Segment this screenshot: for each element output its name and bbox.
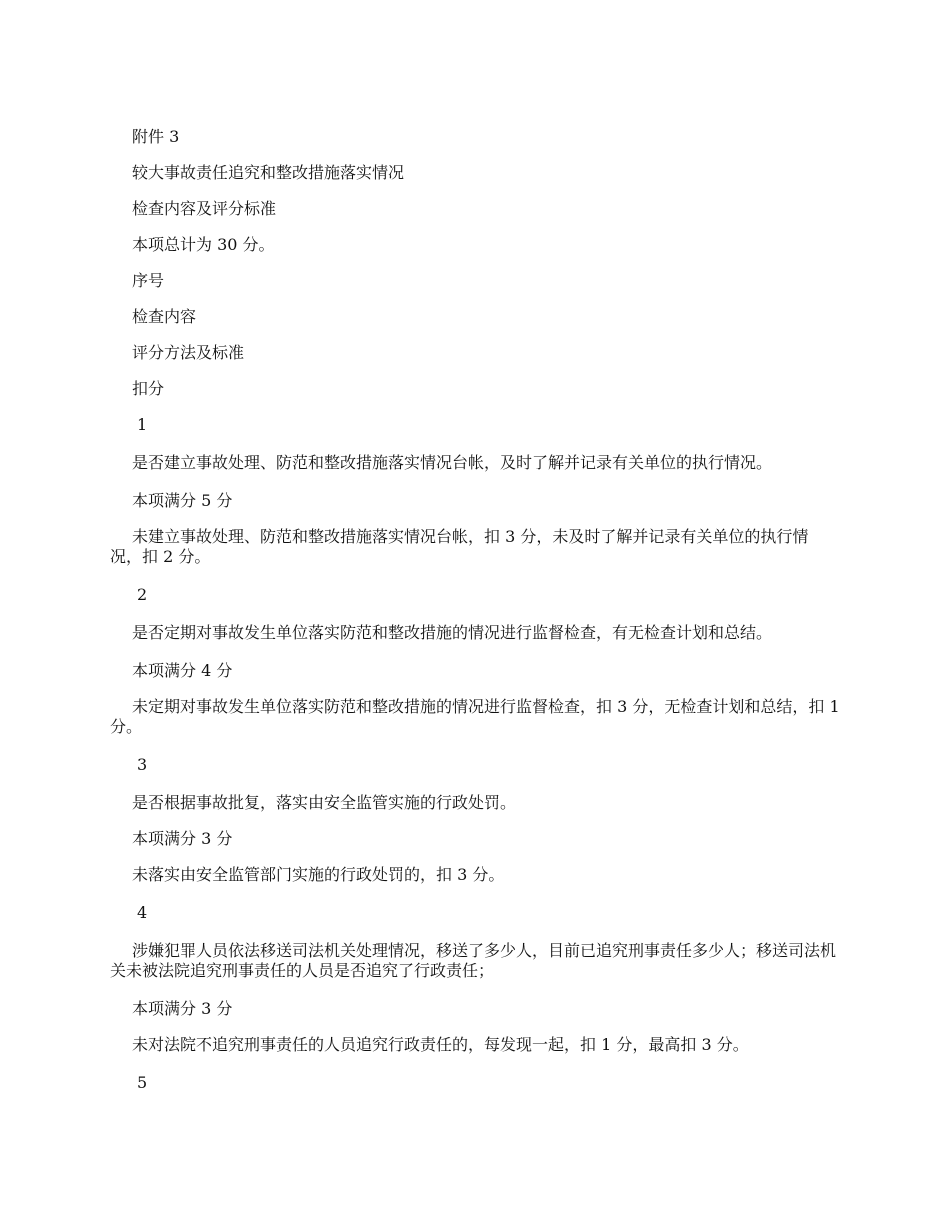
item-seq: 4 [137, 903, 148, 922]
attachment-label: 附件 3 [132, 127, 180, 146]
header-deduct: 扣分 [132, 379, 165, 398]
item-score: 本项满分 5 分 [132, 491, 233, 510]
title-line-2: 检查内容及评分标准 [132, 199, 277, 218]
item-score: 本项满分 4 分 [132, 661, 233, 680]
title-line-1: 较大事故责任追究和整改措施落实情况 [132, 163, 405, 182]
item-seq: 5 [137, 1073, 148, 1092]
item-seq: 2 [137, 585, 148, 604]
total-score: 本项总计为 30 分。 [132, 235, 275, 254]
item-method: 未定期对事故发生单位落实防范和整改措施的情况进行监督检查，扣 3 分，无检查计划和总结，扣 1 分。 [110, 697, 840, 736]
header-method: 评分方法及标准 [132, 343, 245, 362]
item-seq: 1 [137, 415, 148, 434]
item-method: 未建立事故处理、防范和整改措施落实情况台帐，扣 3 分，未及时了解并记录有关单位的执行情况，扣 2 分。 [110, 527, 809, 566]
header-seq: 序号 [132, 271, 165, 290]
header-content: 检查内容 [132, 307, 197, 326]
item-content: 涉嫌犯罪人员依法移送司法机关处理情况，移送了多少人，目前已追究刑事责任多少人；移送司法机关未被法院追究刑事责任的人员是否追究了行政责任； [110, 941, 837, 980]
item-content: 是否建立事故处理、防范和整改措施落实情况台帐，及时了解并记录有关单位的执行情况。 [132, 453, 773, 472]
item-seq: 3 [137, 755, 148, 774]
item-method: 未落实由安全监管部门实施的行政处罚的，扣 3 分。 [132, 865, 505, 884]
item-content: 是否定期对事故发生单位落实防范和整改措施的情况进行监督检查，有无检查计划和总结。 [132, 623, 773, 642]
item-score: 本项满分 3 分 [132, 999, 233, 1018]
item-score: 本项满分 3 分 [132, 829, 233, 848]
item-content: 是否根据事故批复，落实由安全监管实施的行政处罚。 [132, 793, 517, 812]
item-method: 未对法院不追究刑事责任的人员追究行政责任的，每发现一起，扣 1 分，最高扣 3 分。 [132, 1035, 749, 1054]
